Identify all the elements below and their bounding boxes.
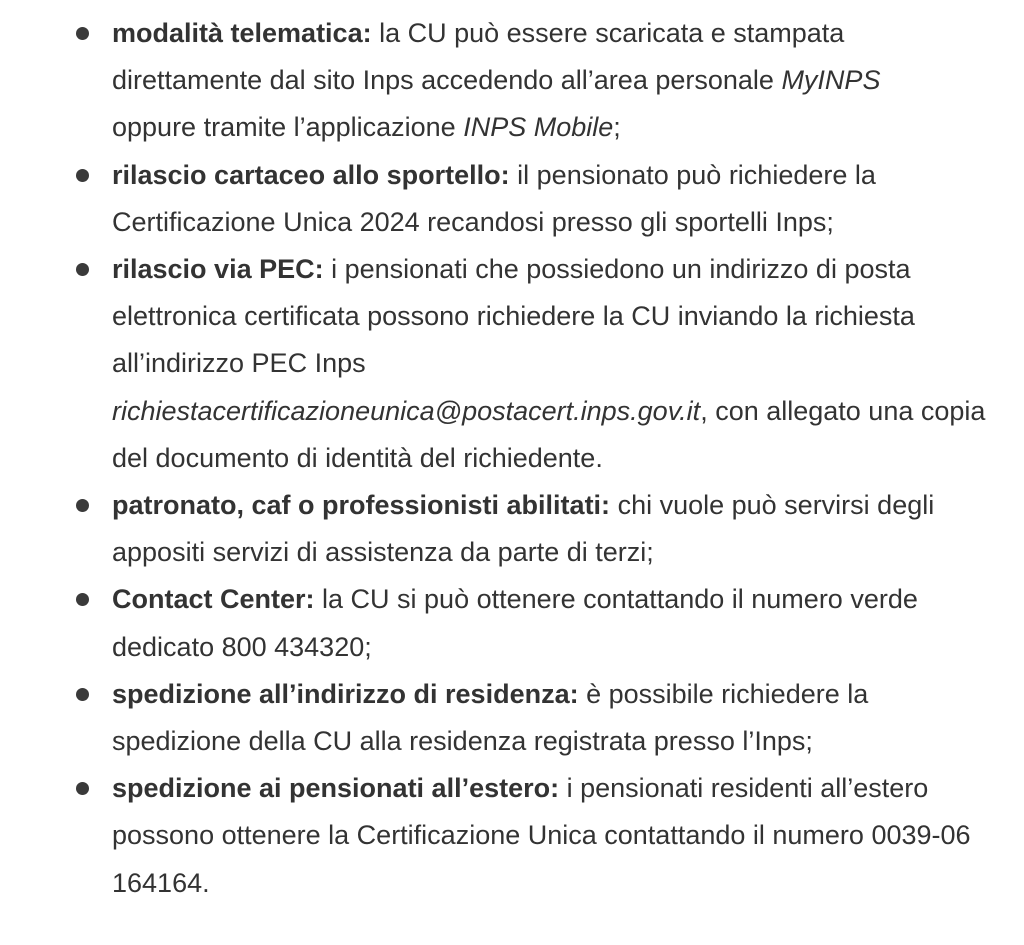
bullet-icon bbox=[76, 263, 89, 276]
bullet-icon bbox=[76, 593, 89, 606]
item-title: rilascio cartaceo allo sportello: bbox=[112, 159, 510, 190]
myinps-term: MyINPS bbox=[781, 65, 881, 96]
item-text: i pensionati residenti all’estero possono ottenere la Certificazione Unica contattando il numero 0039-06 164164. bbox=[112, 773, 971, 898]
item-text: i pensionati che possiedono un indirizzo di posta elettronica certificata possono richiedere la CU inviando la richiesta all’indirizzo PEC Inps bbox=[112, 254, 915, 379]
item-text: ; bbox=[613, 112, 621, 143]
pec-address: richiestacertificazioneunica@postacert.inps.gov.it bbox=[112, 395, 701, 426]
list-item-contact-center bbox=[0, 576, 1024, 670]
item-text: è possibile richiedere la spedizione della CU alla residenza registrata presso l’Inps; bbox=[112, 678, 869, 757]
item-text: la CU si può ottenere contattando il numero verde dedicato 800 434320; bbox=[112, 584, 918, 662]
bullet-icon bbox=[76, 499, 89, 512]
list-item-residenza bbox=[0, 671, 1024, 765]
item-text: il pensionato può richiedere la Certificazione Unica 2024 recandosi presso gli sportelli Inps; bbox=[112, 159, 876, 237]
bullet-icon bbox=[76, 169, 89, 182]
bullet-icon bbox=[76, 782, 89, 795]
list-item-telematica bbox=[0, 10, 1024, 152]
item-title: modalità telematica: bbox=[112, 18, 372, 48]
item-title: rilascio via PEC: bbox=[112, 254, 324, 285]
list-item-estero bbox=[0, 765, 1024, 907]
item-title: patronato, caf o professionisti abilitati: bbox=[112, 490, 611, 521]
item-text: chi vuole può servirsi degli appositi servizi di assistenza da parte di terzi; bbox=[112, 490, 935, 568]
inps-mobile-term: INPS Mobile bbox=[463, 112, 614, 143]
item-title: spedizione ai pensionati all’estero: bbox=[112, 773, 560, 804]
item-title: Contact Center: bbox=[112, 584, 315, 615]
item-text: , con allegato una copia del documento di identità del richiedente. bbox=[112, 395, 986, 473]
bullet-icon bbox=[76, 27, 89, 40]
item-title: spedizione all’indirizzo di residenza: bbox=[112, 678, 579, 709]
item-text: oppure tramite l’applicazione bbox=[112, 112, 464, 143]
list-item-patronato bbox=[0, 482, 1024, 576]
list-item-sportello bbox=[0, 152, 1024, 246]
bullet-icon bbox=[76, 688, 89, 701]
list-item-pec bbox=[0, 246, 1024, 482]
item-text: la CU può essere scaricata e stampata direttamente dal sito Inps accedendo all’area personale bbox=[112, 18, 845, 96]
